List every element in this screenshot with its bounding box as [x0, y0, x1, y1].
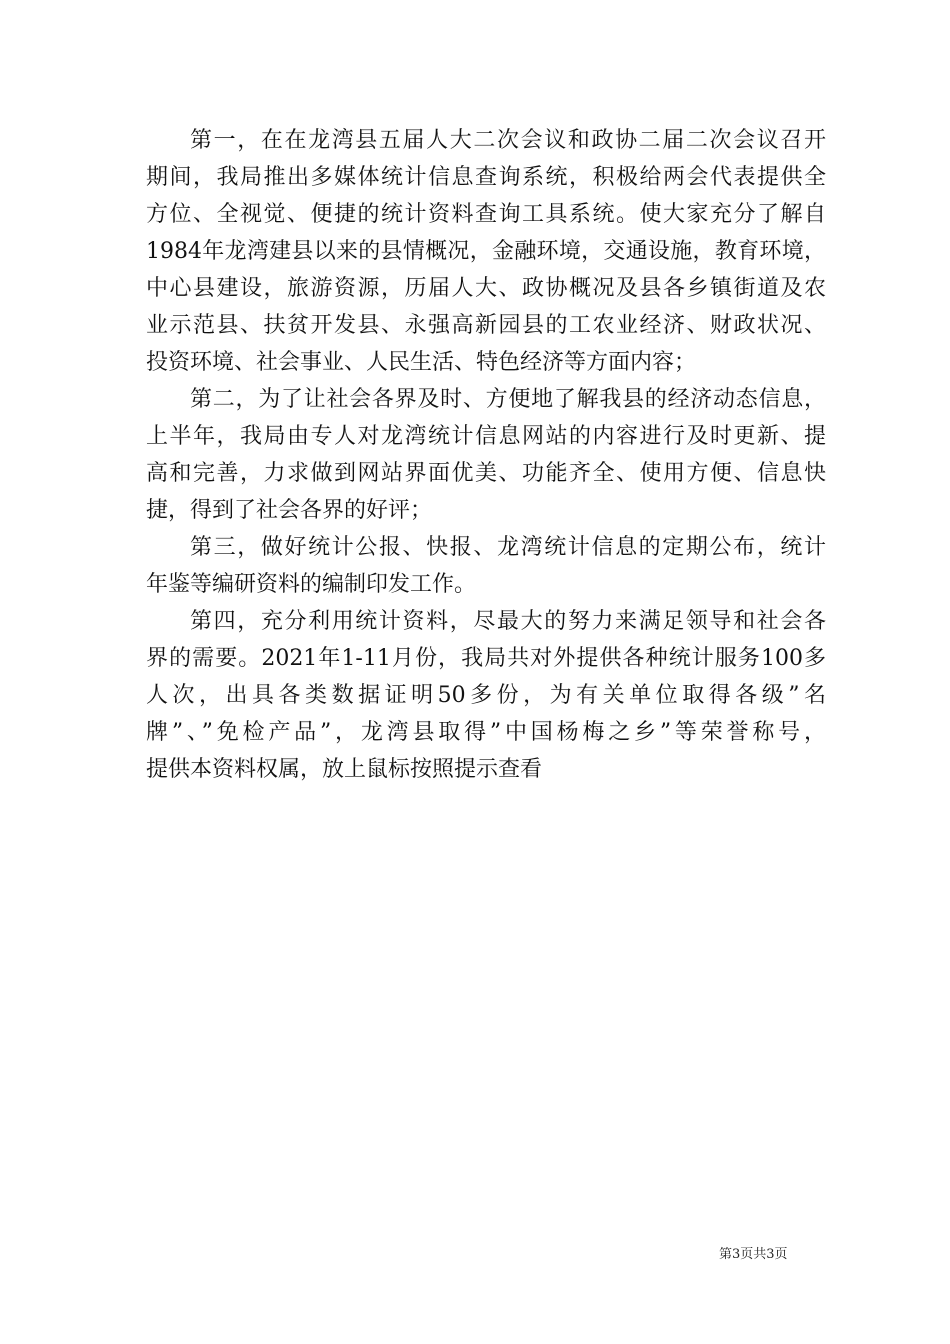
- paragraph-line: 提供本资料权属，放上鼠标按照提示查看: [146, 757, 543, 782]
- paragraph-line: 捷，得到了社会各界的好评；: [146, 498, 433, 523]
- paragraph-line: 第一，在在龙湾县五届人大二次会议和政协二届二次会议召开: [190, 128, 826, 153]
- paragraph-line: 界的需要。2021年1-11月份，我局共对外提供各种统计服务100多: [146, 646, 826, 671]
- paragraph-line: 业示范县、扶贫开发县、永强高新园县的工农业经济、财政状况、: [146, 313, 826, 338]
- paragraph-4: [146, 603, 826, 788]
- paragraph-line: 第三，做好统计公报、快报、龙湾统计信息的定期公布，统计: [190, 535, 826, 560]
- paragraph-line: 第二，为了让社会各界及时、方便地了解我县的经济动态信息，: [190, 387, 826, 412]
- paragraph-line: 高和完善，力求做到网站界面优美、功能齐全、使用方便、信息快: [146, 461, 826, 486]
- paragraph-3: [146, 529, 826, 603]
- paragraph-line: 牌”、”免检产品”，龙湾县取得”中国杨梅之乡”等荣誉称号，: [146, 720, 826, 745]
- paragraph-line: 人次，出具各类数据证明50多份，为有关单位取得各级”名: [146, 683, 826, 708]
- paragraph-line: 年鉴等编研资料的编制印发工作。: [146, 572, 477, 597]
- document-body: [146, 122, 826, 788]
- paragraph-1: [146, 122, 826, 381]
- paragraph-line: 方位、全视觉、便捷的统计资料查询工具系统。使大家充分了解自: [146, 202, 826, 227]
- paragraph-line: 第四，充分利用统计资料，尽最大的努力来满足领导和社会各: [190, 609, 826, 634]
- paragraph-line: 投资环境、社会事业、人民生活、特色经济等方面内容；: [146, 350, 697, 375]
- paragraph-line: 1984年龙湾建县以来的县情概况，金融环境，交通设施，教育环境，: [146, 239, 826, 264]
- paragraph-line: 中心县建设，旅游资源，历届人大、政协概况及县各乡镇街道及农: [146, 276, 826, 301]
- paragraph-2: [146, 381, 826, 529]
- page-number: 第3页共3页: [719, 1247, 788, 1262]
- paragraph-line: 期间，我局推出多媒体统计信息查询系统，积极给两会代表提供全: [146, 165, 826, 190]
- paragraph-line: 上半年，我局由专人对龙湾统计信息网站的内容进行及时更新、提: [146, 424, 826, 449]
